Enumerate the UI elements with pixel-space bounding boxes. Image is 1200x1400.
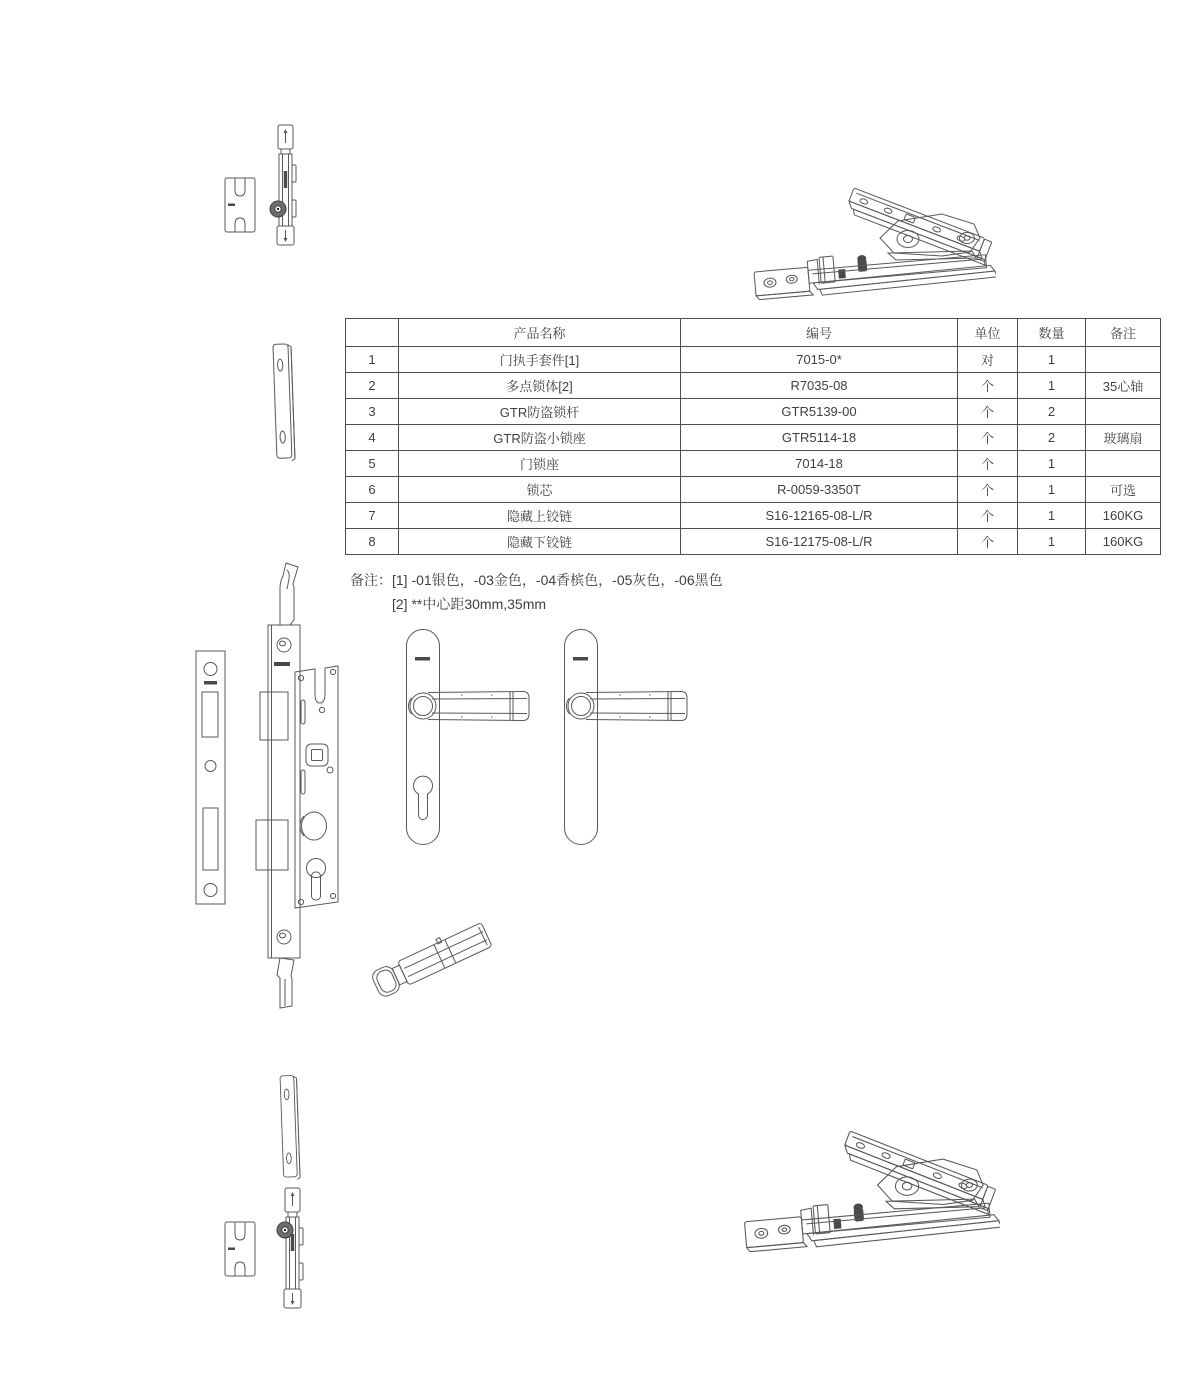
- keeper-strip-bottom-drawing: [271, 1072, 311, 1184]
- cell-code: GTR5114-18: [681, 425, 958, 451]
- cell-unit: 对: [958, 347, 1018, 373]
- cell-qty: 1: [1018, 373, 1086, 399]
- anti-theft-lock-rod-bottom-drawing: [275, 1186, 309, 1310]
- cell-no: 3: [346, 399, 399, 425]
- anti-theft-keeper-clip-bottom-drawing: [224, 1221, 256, 1277]
- cell-remark: 可选: [1086, 477, 1161, 503]
- cell-qty: 2: [1018, 399, 1086, 425]
- cell-name: 锁芯: [399, 477, 681, 503]
- cell-code: R-0059-3350T: [681, 477, 958, 503]
- cell-code: GTR5139-00: [681, 399, 958, 425]
- concealed-lower-hinge-drawing: [736, 1118, 1000, 1264]
- table-row: [346, 503, 1161, 529]
- brand-mark: [274, 662, 290, 666]
- cell-remark: 160KG: [1086, 503, 1161, 529]
- concealed-upper-hinge-drawing: [746, 176, 996, 311]
- door-handle-left-drawing: [406, 629, 536, 845]
- cell-no: 2: [346, 373, 399, 399]
- header-qty: 数量: [1018, 319, 1086, 347]
- keeper-strip-drawing: [263, 340, 307, 466]
- cell-name: GTR防盗小锁座: [399, 425, 681, 451]
- table-row: [346, 425, 1161, 451]
- header-index: [346, 319, 399, 347]
- cell-no: 8: [346, 529, 399, 555]
- anti-theft-lock-rod-top-drawing: [268, 123, 302, 247]
- cell-name: 隐藏上铰链: [399, 503, 681, 529]
- cell-unit: 个: [958, 529, 1018, 555]
- cell-unit: 个: [958, 373, 1018, 399]
- cell-no: 5: [346, 451, 399, 477]
- cell-remark: 160KG: [1086, 529, 1161, 555]
- cell-name: GTR防盗锁杆: [399, 399, 681, 425]
- cell-name: 门执手套件[1]: [399, 347, 681, 373]
- table-row: [346, 399, 1161, 425]
- cell-unit: 个: [958, 425, 1018, 451]
- cell-qty: 1: [1018, 503, 1086, 529]
- cell-qty: 1: [1018, 477, 1086, 503]
- cell-remark: 35心轴: [1086, 373, 1161, 399]
- cell-unit: 个: [958, 451, 1018, 477]
- table-row: [346, 529, 1161, 555]
- cell-no: 7: [346, 503, 399, 529]
- cell-no: 1: [346, 347, 399, 373]
- anti-theft-keeper-clip-top-drawing: [224, 177, 256, 233]
- cell-no: 4: [346, 425, 399, 451]
- cell-name: 门锁座: [399, 451, 681, 477]
- header-remark: 备注: [1086, 319, 1161, 347]
- door-strike-plate-drawing: [194, 650, 228, 906]
- remark-line-2: [2] **中心距30mm,35mm: [392, 596, 547, 612]
- cell-qty: 1: [1018, 529, 1086, 555]
- header-product-name: 产品名称: [399, 319, 681, 347]
- door-handle-right-drawing: [564, 629, 694, 845]
- brand-mark: [204, 681, 217, 685]
- cell-code: 7014-18: [681, 451, 958, 477]
- cell-qty: 1: [1018, 451, 1086, 477]
- table-row: [346, 477, 1161, 503]
- remark-line-1: [1] -01银色，-03金色，-04香槟色，-05灰色，-06黑色: [392, 572, 723, 588]
- cell-code: S16-12175-08-L/R: [681, 529, 958, 555]
- cell-no: 6: [346, 477, 399, 503]
- cell-code: S16-12165-08-L/R: [681, 503, 958, 529]
- multi-point-lock-body-drawing: [238, 558, 348, 1010]
- parts-table: [345, 318, 1161, 555]
- header-unit: 单位: [958, 319, 1018, 347]
- cell-remark: [1086, 451, 1161, 477]
- table-row: [346, 347, 1161, 373]
- cell-qty: 1: [1018, 347, 1086, 373]
- lock-cylinder-drawing: [366, 910, 496, 1006]
- table-row: [346, 373, 1161, 399]
- table-header-row: [346, 319, 1161, 347]
- cell-unit: 个: [958, 503, 1018, 529]
- remarks-lines: [392, 568, 723, 616]
- cell-name: 多点锁体[2]: [399, 373, 681, 399]
- cell-unit: 个: [958, 477, 1018, 503]
- cell-code: R7035-08: [681, 373, 958, 399]
- cell-unit: 个: [958, 399, 1018, 425]
- cell-remark: [1086, 347, 1161, 373]
- remarks-label: 备注：: [350, 572, 392, 588]
- table-row: [346, 451, 1161, 477]
- cell-name: 隐藏下铰链: [399, 529, 681, 555]
- remarks-block: [350, 568, 723, 616]
- euro-cylinder-cutout: [414, 776, 433, 819]
- cell-remark: 玻璃扇: [1086, 425, 1161, 451]
- cell-qty: 2: [1018, 425, 1086, 451]
- cell-remark: [1086, 399, 1161, 425]
- cell-code: 7015-0*: [681, 347, 958, 373]
- header-code: 编号: [681, 319, 958, 347]
